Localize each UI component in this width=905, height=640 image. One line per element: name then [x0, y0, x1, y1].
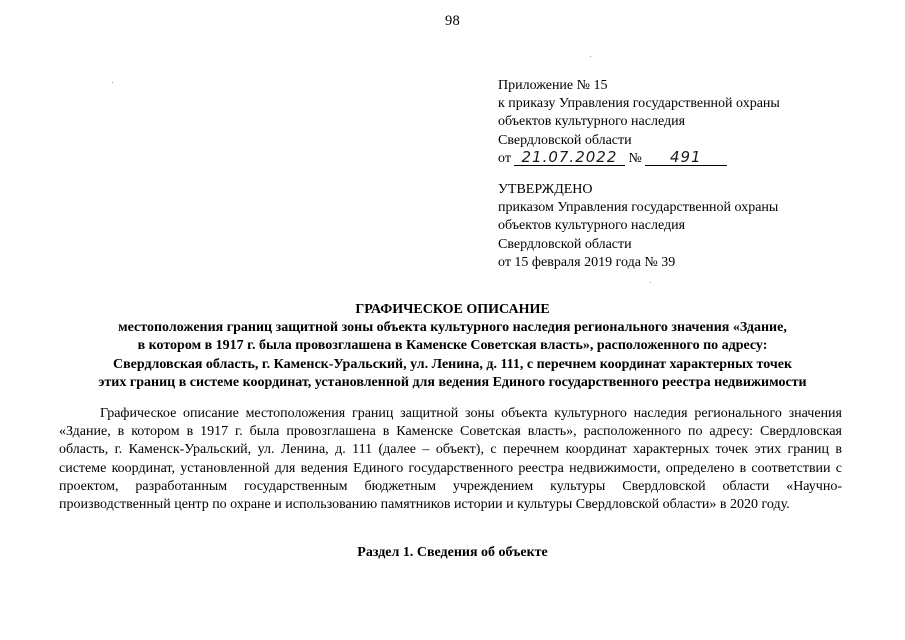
annex-line: к приказу Управления государственной охраны	[498, 96, 780, 112]
title-line: местоположения границ защитной зоны объекта культурного наследия регионального значения «Здание,	[118, 320, 787, 336]
title-line: Свердловская область, г. Каменск-Уральский, ул. Ленина, д. 111, с перечнем координат характерных точек	[112, 356, 793, 372]
document-title	[0, 301, 905, 392]
approved-line: Свердловской области	[498, 236, 632, 252]
annex-line: Приложение № 15	[498, 78, 608, 93]
approved-heading: УТВЕРЖДЕНО	[498, 182, 593, 197]
number-label: №	[628, 150, 642, 166]
annex-line: объектов культурного наследия	[498, 114, 686, 130]
body-paragraph: Графическое описание местоположения границ защитной зоны объекта культурного наследия регионального значения «Здание, в котором в 1917 г. была провозглашена в Каменске Советская власть», расположенного по адресу: Свердловская область, г. Каменск-Уральский, ул. Ленина, д. 111 (далее – объект), с перечнем координат характерных точек этих границ в системе координат, установленной для ведения Единого государственного реестра недвижимости, определено в соответствии с проектом, разработанным государственным бюджетным учреждением культуры Свердловской области «Научно-производственный центр по охране и использованию памятников истории и культуры Свердловской области» в 2020 году.	[59, 406, 842, 513]
approved-line: от 15 февраля 2019 года № 39	[498, 254, 676, 270]
approved-line: приказом Управления государственной охраны	[498, 200, 779, 216]
title-line: ГРАФИЧЕСКОЕ ОПИСАНИЕ	[355, 302, 550, 317]
page-number: 98	[444, 13, 461, 29]
scan-speck	[112, 82, 113, 83]
title-line: этих границ в системе координат, установленной для ведения Единого государственного реестра недвижимости	[98, 374, 807, 390]
approved-block	[498, 181, 778, 272]
approved-line: объектов культурного наследия	[498, 218, 686, 234]
handwritten-date: 21.07.2022	[514, 150, 625, 166]
annex-block	[498, 77, 780, 168]
title-line: в котором в 1917 г. была провозглашена в Каменске Советская власть», расположенного по адресу:	[137, 338, 768, 354]
scan-speck	[650, 282, 651, 283]
annex-line: Свердловской области	[498, 132, 632, 148]
handwritten-number: 491	[645, 150, 727, 166]
section-heading: Раздел 1. Сведения об объекте	[357, 545, 548, 560]
order-date-number-row	[498, 147, 780, 168]
from-label: от	[498, 150, 511, 166]
scan-speck	[590, 56, 591, 57]
